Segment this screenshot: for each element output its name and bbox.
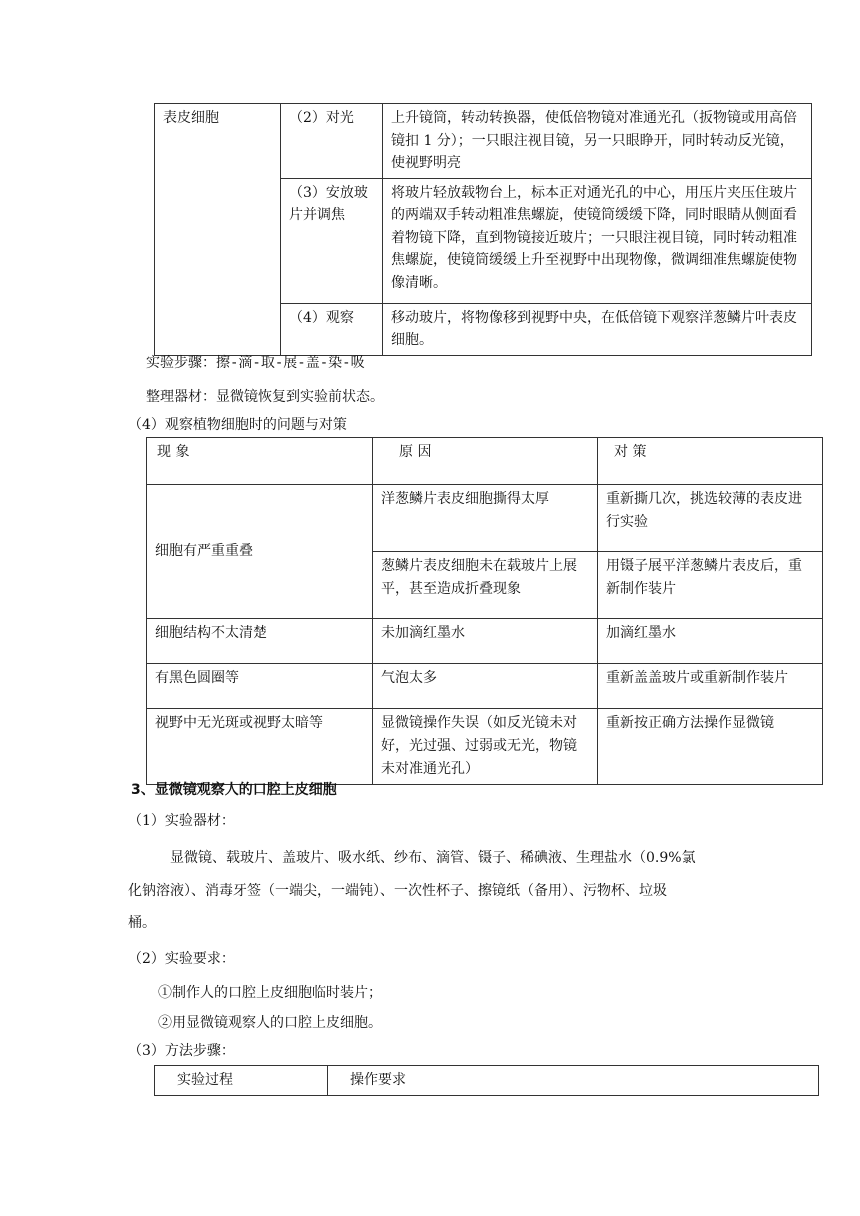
table-cell: 细胞结构不太清楚 [147,619,373,664]
header-cell: 现 象 [147,438,373,485]
table-cell: 洋葱鳞片表皮细胞撕得太厚 [373,485,598,552]
table-cell: 细胞有严重重叠 [147,485,373,619]
requirement-2: ②用显微镜观察人的口腔上皮细胞。 [158,1015,382,1031]
table-cell: （4）观察 [281,303,383,355]
table-header-row [147,438,823,485]
header-cell: 实验过程 [155,1066,328,1096]
steps-line: 实验步骤：擦-滴-取-展-盖-染-吸 [146,355,365,371]
header-cell: 对 策 [598,438,823,485]
problems-table [146,437,823,785]
section3-title: 3、显微镜观察人的口腔上皮细胞 [131,782,337,798]
materials-line-1: 显微镜、载玻片、盖玻片、吸水纸、纱布、滴管、镊子、稀碘液、生理盐水（0.9%氯 [170,850,696,866]
steps-table [154,1065,819,1096]
table-cell: 有黑色圆圈等 [147,664,373,709]
table-cell: 加滴红墨水 [598,619,823,664]
header-cell: 原 因 [373,438,598,485]
sub3-title: （3）方法步骤： [128,1043,235,1059]
table-cell: 表皮细胞 [155,104,281,356]
table-cell: 视野中无光斑或视野太暗等 [147,709,373,785]
table-cell: （3）安放玻片并调焦 [281,178,383,303]
cleanup-line: 整理器材：显微镜恢复到实验前状态。 [146,389,384,405]
table-cell: 未加滴红墨水 [373,619,598,664]
table-cell: 移动玻片，将物像移到视野中央，在低倍镜下观察洋葱鳞片叶表皮细胞。 [383,303,812,355]
table-cell: 显微镜操作失误（如反光镜未对好，光过强、过弱或无光，物镜未对准通光孔） [373,709,598,785]
header-cell: 操作要求 [328,1066,819,1096]
requirement-1: ①制作人的口腔上皮细胞临时装片； [158,985,382,1001]
table-cell: 上升镜筒，转动转换器，使低倍物镜对准通光孔（扳物镜或用高倍镜扣 1 分）；一只眼注视目镜，另一只眼睁开，同时转动反光镜，使视野明亮 [383,104,812,179]
table-cell: 气泡太多 [373,664,598,709]
table-row [147,485,823,552]
materials-line-3: 桶。 [128,915,156,931]
table-row [147,619,823,664]
materials-line-2: 化钠溶液）、消毒牙签（一端尖，一端钝）、一次性杯子、擦镜纸（备用）、污物杯、垃圾 [128,883,667,899]
table-cell: 将玻片轻放载物台上，标本正对通光孔的中心，用压片夹压住玻片的两端双手转动粗准焦螺旋，使镜筒缓缓下降，同时眼睛从侧面看着物镜下降，直到物镜接近玻片；一只眼注视目镜，同时转动粗准焦螺旋，使镜筒缓缓上升至视野中出现物像，微调细准焦螺旋使物像清晰。 [383,178,812,303]
table-cell: 重新按正确方法操作显微镜 [598,709,823,785]
table-row [147,709,823,785]
table-cell: （2）对光 [281,104,383,179]
sub2-title: （2）实验要求： [128,951,235,967]
sub1-title: （1）实验器材： [128,813,235,829]
table-cell: 重新撕几次，挑选较薄的表皮进行实验 [598,485,823,552]
table-cell: 葱鳞片表皮细胞未在载玻片上展平，甚至造成折叠现象 [373,552,598,619]
procedure-table [154,103,812,356]
table-cell: 重新盖盖玻片或重新制作装片 [598,664,823,709]
table-row [155,104,812,179]
section4-title: （4）观察植物细胞时的问题与对策 [128,417,347,433]
table-header-row [155,1066,819,1096]
table-cell: 用镊子展平洋葱鳞片表皮后，重新制作装片 [598,552,823,619]
table-row [147,664,823,709]
